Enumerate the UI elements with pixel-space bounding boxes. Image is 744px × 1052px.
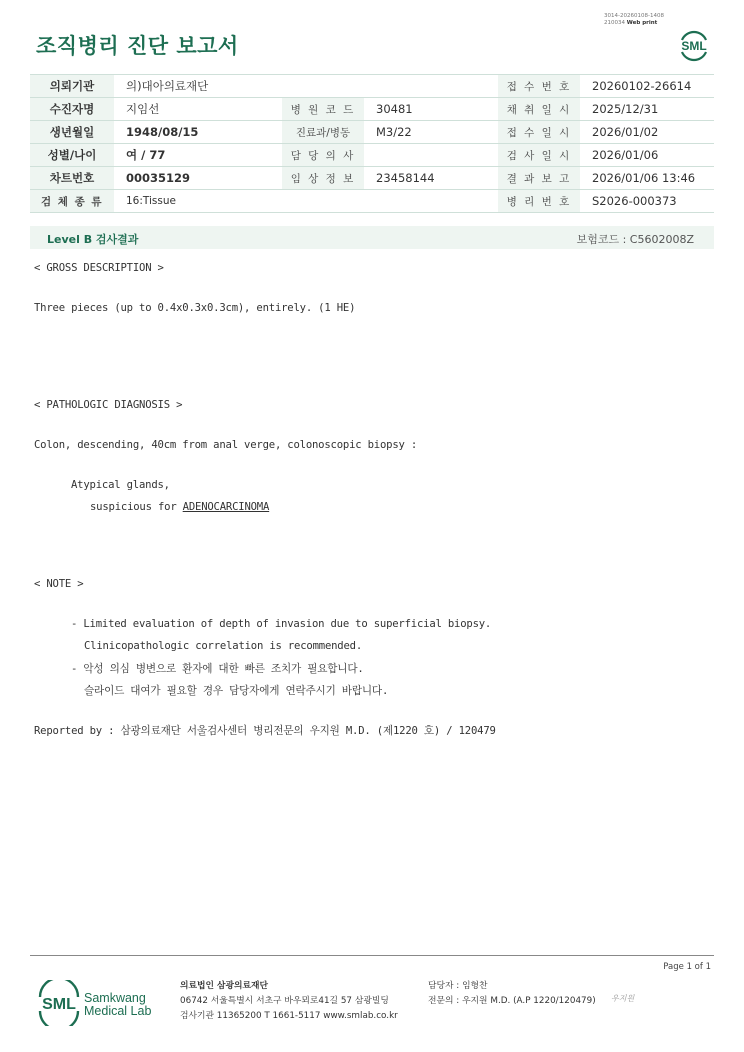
value-pathology-no: S2026-000373 [580,190,714,213]
signature: 우지원 [611,994,635,1003]
value-clinical-info: 23458144 [364,167,498,190]
label-accession-no: 접 수 번 호 [498,75,580,98]
value-department: M3/22 [364,121,498,144]
label-pathology-no: 병 리 번 호 [498,190,580,213]
note-header: < NOTE > [34,578,84,590]
sml-logo-text: SML [681,39,707,53]
note-line2: Clinicopathologic correlation is recommended. [84,640,363,652]
samkwang-logo-icon [36,980,166,1026]
note-line3: - 악성 의심 병변으로 환자에 대한 빠른 조치가 필요합니다. [71,663,364,675]
footer-org-block [180,979,398,1024]
org-address: 06742 서울특별시 서초구 바우뫼로41길 57 삼광빌딩 [180,996,389,1006]
value-specimen-type: 16:Tissue [114,190,498,213]
label-department: 진료과/병동 [282,121,364,144]
value-receipt-date: 2026/01/02 [580,121,714,144]
value-collection-date: 2025/12/31 [580,98,714,121]
value-test-date: 2026/01/06 [580,144,714,167]
value-physician [364,144,498,167]
value-report-date: 2026/01/06 13:46 [580,167,714,190]
diagnosis-result: ADENOCARCINOMA [182,501,270,513]
diagnosis-header: < PATHOLOGIC DIAGNOSIS > [34,399,183,411]
label-test-date: 검 사 일 시 [498,144,580,167]
insurance-code: 보험코드 : C5602008Z [576,233,694,246]
specialist-name: 우지원 M.D. (A.P 1220/120479) [462,996,596,1006]
value-accession-no: 20260102-26614 [580,75,714,98]
info-row [30,121,714,144]
diagnosis-line1: Atypical glands, [71,479,170,491]
value-requester: 의)대아의료재단 [114,75,498,98]
result-level-bar [30,226,714,249]
diagnosis-line2 [90,501,269,513]
label-patient-name: 수진자명 [30,98,114,121]
staff-name: 임형찬 [462,981,488,991]
label-hospital-code: 병 원 코 드 [282,98,364,121]
info-row [30,167,714,190]
label-collection-date: 채 취 일 시 [498,98,580,121]
label-receipt-date: 접 수 일 시 [498,121,580,144]
value-chart-no: 00035129 [114,167,282,190]
org-contact: 검사기관 11365200 T 1661-5117 www.smlab.co.kr [180,1011,398,1021]
label-requester: 의뢰기관 [30,75,114,98]
value-patient-name: 지임선 [114,98,282,121]
footer-logo-text: SML [42,996,76,1013]
result-level: Level B 검사결과 [47,233,139,246]
org-name: 의료법인 삼광의료재단 [180,981,269,991]
label-clinical-info: 임 상 정 보 [282,167,364,190]
value-birthdate: 1948/08/15 [114,121,282,144]
staff-label: 담당자 : [428,981,460,991]
gross-header: < GROSS DESCRIPTION > [34,262,164,274]
info-row [30,144,714,167]
footer-staff-block [428,979,596,1009]
label-specimen-type: 검 체 종 류 [30,190,114,213]
brand-line1: Samkwang [84,991,146,1005]
value-hospital-code: 30481 [364,98,498,121]
footer-divider [30,955,714,956]
page-number: Page 1 of 1 [663,962,711,972]
print-code-line2: 210034 [604,20,625,26]
info-row [30,190,714,213]
print-mode: Web print [626,20,658,26]
print-code [604,13,664,27]
note-line1: - Limited evaluation of depth of invasion due to superficial biopsy. [71,618,492,630]
gross-text: Three pieces (up to 0.4x0.3x0.3cm), entirely. (1 HE) [34,302,356,314]
brand-line2: Medical Lab [84,1004,152,1018]
label-chart-no: 차트번호 [30,167,114,190]
reported-by: Reported by : 삼광의료재단 서울검사센터 병리전문의 우지원 M.D. (제1220 호) / 120479 [34,725,496,737]
value-sex-age: 여 / 77 [114,144,282,167]
label-sex-age: 성별/나이 [30,144,114,167]
sml-logo-icon [676,26,712,62]
patient-info-table [30,74,714,213]
label-physician: 담 당 의 사 [282,144,364,167]
print-code-line1: 3014-20260108-1408 [604,13,664,19]
info-row [30,75,714,98]
diagnosis-site: Colon, descending, 40cm from anal verge, colonoscopic biopsy : [34,439,418,451]
label-birthdate: 생년월일 [30,121,114,144]
report-title: 조직병리 진단 보고서 [36,34,239,58]
info-row [30,98,714,121]
note-line4: 슬라이드 대여가 필요할 경우 담당자에게 연락주시기 바랍니다. [84,685,389,697]
specialist-label: 전문의 : [428,996,460,1006]
label-report-date: 결 과 보 고 [498,167,580,190]
diagnosis-line2-text: suspicious for [90,501,183,513]
